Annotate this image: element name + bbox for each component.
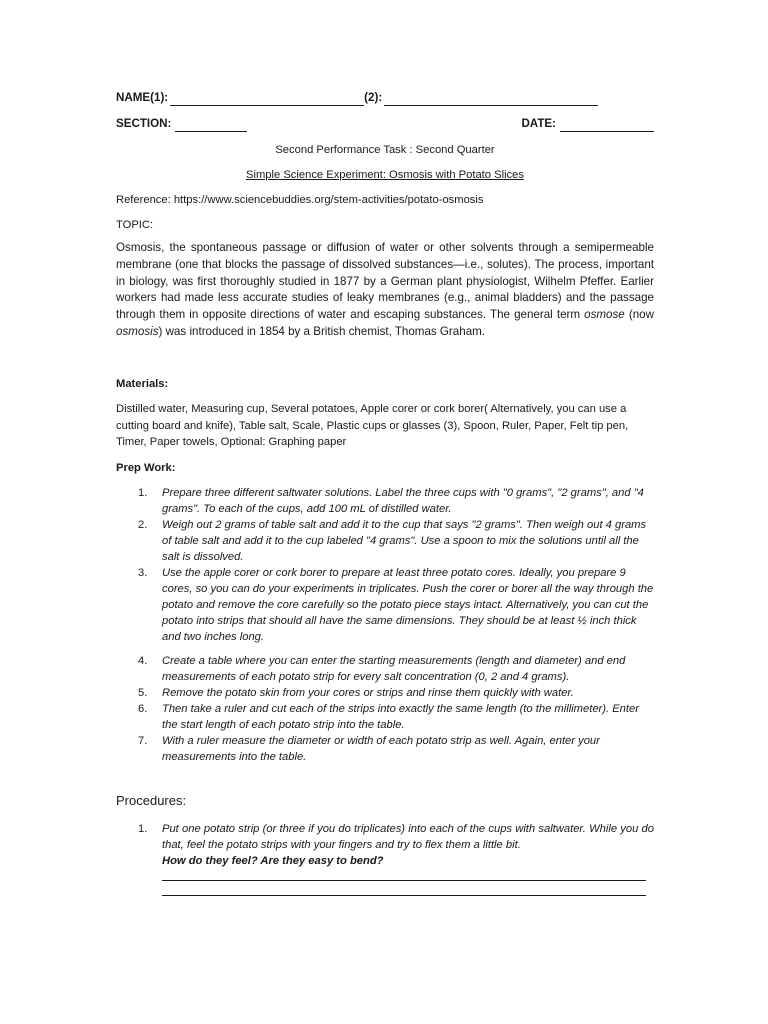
list-item: 1. Put one potato strip (or three if you do triplicates) into each of the cups with saltwater. While you do that, feel the potato strips with your fingers and try to flex them a little bit. How do they feel? Are they easy to bend? xyxy=(116,821,654,896)
reference-line: Reference: https://www.sciencebuddies.org/stem-activities/potato-osmosis xyxy=(116,194,484,206)
answer-line[interactable] xyxy=(162,895,646,896)
list-item: 1. Prepare three different saltwater solutions. Label the three cups with "0 grams", "2 grams", and "4 grams". To each of the cups, add 100 mL of distilled water. xyxy=(138,487,644,516)
name-row xyxy=(116,86,654,106)
procedures-label: Procedures: xyxy=(116,793,187,809)
section-label: SECTION: xyxy=(116,117,172,130)
date-blank[interactable] xyxy=(560,119,654,132)
list-item: 3. Use the apple corer or cork borer to prepare at least three potato cores. Ideally, you prepare 9 cores, so you can do your experiments in triplicates. Push the corer or borer all the way through the potato and remove the core carefully so the potato piece stays intact. Alternatively, you can cut the potato into strips that should all have the same dimensions. They should be at least ½ inch thick and two inches long. xyxy=(138,567,654,644)
list-item: 7. With a ruler measure the diameter or width of each potato strip as well. Again, enter your measurements into the table. xyxy=(138,735,600,764)
list-item: 4. Create a table where you can enter the starting measurements (length and diameter) and end measurements of each potato strip for every salt concentration (0, 2 and 4 grams). xyxy=(138,655,626,684)
section-row xyxy=(116,112,654,132)
topic-paragraph xyxy=(116,240,654,341)
procedure-text: Put one potato strip (or three if you do triplicates) into each of the cups with saltwater. While you do that, feel the potato strips with your fingers and try to flex them a little bit. xyxy=(162,823,654,852)
answer-line[interactable] xyxy=(162,880,646,881)
worksheet-content xyxy=(116,86,654,896)
topic-text-1: Osmosis, the spontaneous passage or diffusion of water or other solvents through a semipermeable membrane (one that blocks the passage of dissolved substances—i.e., solutes). The process, important in biology, was first thoroughly studied in 1877 by a German plant physiologist, Wilhelm Pfeffer. Earlier workers had made less accurate studies of leaky membranes (e.g., animal bladders) and the passage through them in opposite directions of water and escaping substances. The general term xyxy=(116,241,654,322)
section-blank[interactable] xyxy=(175,119,247,132)
prep-work-list xyxy=(116,485,654,765)
procedure-question: How do they feel? Are they easy to bend? xyxy=(162,855,384,868)
date-label: DATE: xyxy=(521,117,556,130)
materials-label: Materials: xyxy=(116,377,169,390)
worksheet-title: Simple Science Experiment: Osmosis with Potato Slices xyxy=(246,169,524,181)
topic-label: TOPIC: xyxy=(116,219,154,231)
name2-blank[interactable] xyxy=(384,93,598,106)
topic-text-3: ) was introduced in 1854 by a British chemist, Thomas Graham. xyxy=(158,324,486,338)
procedures-list xyxy=(116,821,654,896)
name1-label: NAME(1): xyxy=(116,91,169,104)
topic-emph-osmose: osmose xyxy=(584,308,625,322)
name2-label: (2): xyxy=(364,91,383,104)
list-item: 6. Then take a ruler and cut each of the strips into exactly the same length (to the millimeter). Enter the start length of each potato strip into the table. xyxy=(138,703,639,732)
task-label: Second Performance Task : Second Quarter xyxy=(275,144,495,156)
list-item: 5. Remove the potato skin from your cores or strips and rinse them quickly with water. xyxy=(138,687,574,700)
name1-blank[interactable] xyxy=(170,93,364,106)
topic-text-2: (now xyxy=(624,308,654,322)
materials-text: Distilled water, Measuring cup, Several potatoes, Apple corer or cork borer( Alternatively, you can use a cutting board and knife), Table salt, Scale, Plastic cups or glasses (3), Spoon, Ruler, Paper, Felt tip pen, Timer, Paper towels, Optional: Graphing paper xyxy=(116,402,629,449)
list-item: 2. Weigh out 2 grams of table salt and add it to the cup that says "2 grams". Then weigh out 4 grams of table salt and add it to the cup labeled "4 grams". Use a spoon to mix the solutions until all the salt is dissolved. xyxy=(138,519,647,564)
topic-emph-osmosis: osmosis xyxy=(116,324,159,338)
prep-work-label: Prep Work: xyxy=(116,462,176,475)
